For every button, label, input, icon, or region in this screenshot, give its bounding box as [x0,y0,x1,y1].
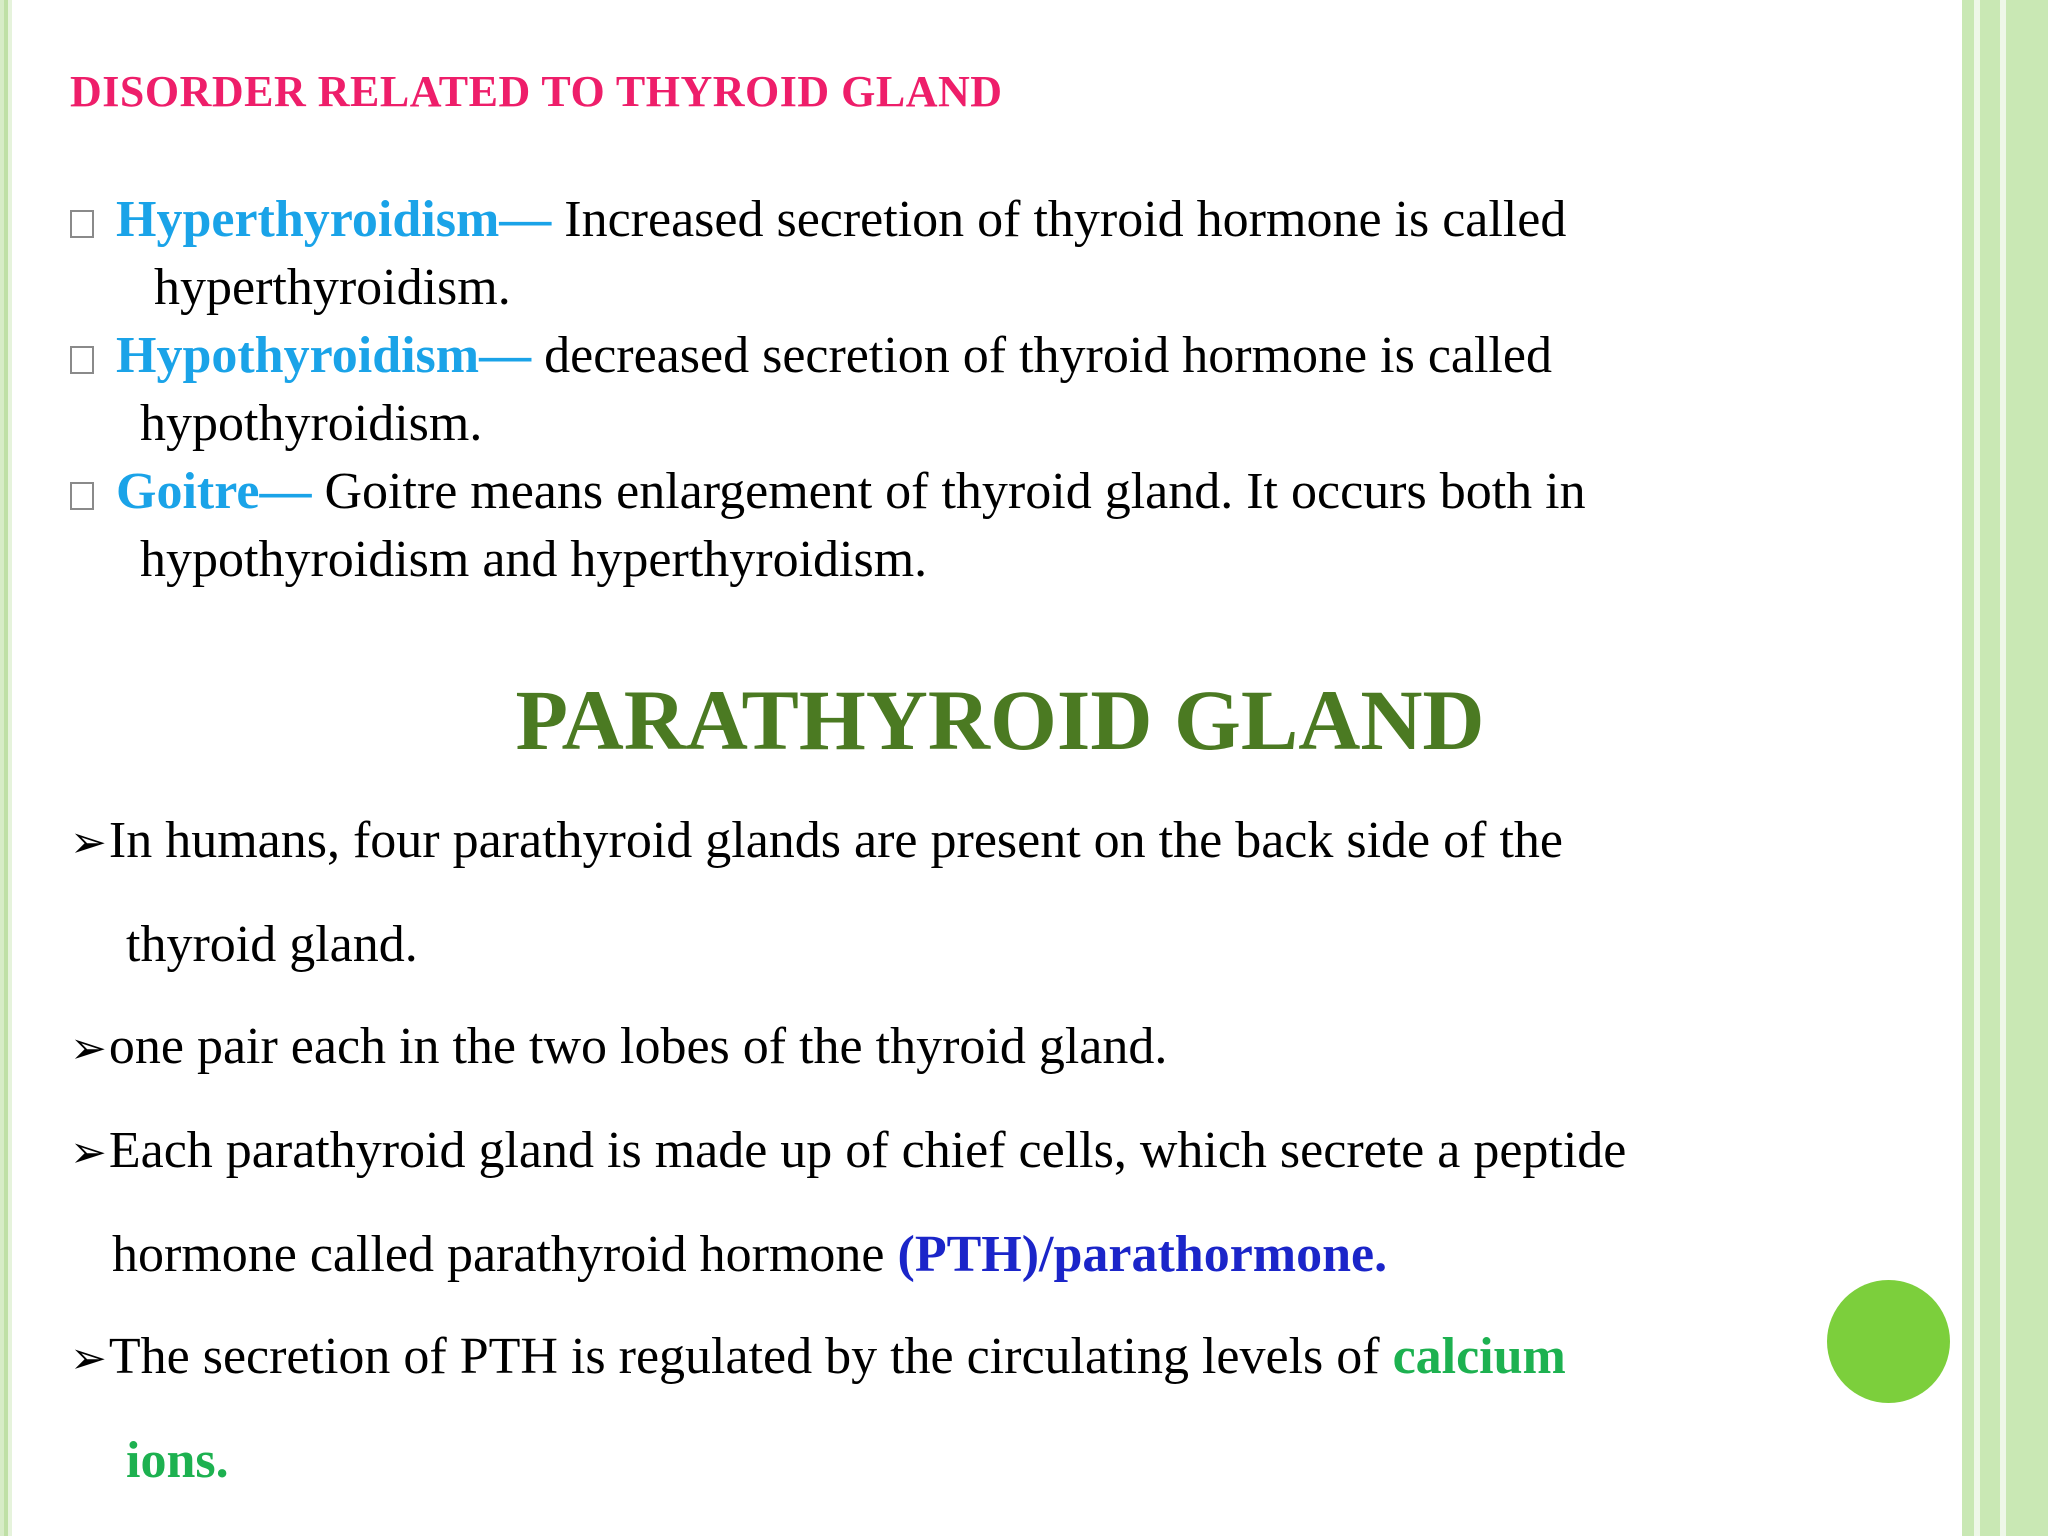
list-item: ➢one pair each in the two lobes of the thyroid gland. [70,1018,1168,1075]
definition-text: Goitre means enlargement of thyroid gland. It occurs both in [311,463,1586,520]
checkbox-icon [70,482,94,510]
list-item-continuation [70,1410,1870,1512]
right-border-stripe [2006,0,2048,1536]
list-item-hypothyroidism [70,322,1920,458]
checkbox-icon [70,210,94,238]
checkbox-icon [70,346,94,374]
list-item: ➢In humans, four parathyroid glands are present on the back side of the [70,812,1563,869]
pth-highlight: (PTH)/parathormone. [897,1226,1388,1283]
list-item-continuation: thyroid gland. [126,916,418,973]
definition-text: Increased secretion of thyroid hormone is called [551,191,1567,248]
section-title: PARATHYROID GLAND [515,672,1485,768]
list-item: ➢The secretion of PTH is regulated by the circulating levels of calcium [70,1328,1566,1385]
arrow-bullet-icon: ➢ [70,818,107,867]
term-label: Hyperthyroidism— [116,191,552,248]
definition-text: decreased secretion of thyroid hormone is called [531,327,1552,384]
list-item-continuation: hormone called parathyroid hormone (PTH)/parathormone. [112,1226,1388,1283]
term-label: Goitre— [116,463,312,520]
disorder-list [70,186,1920,594]
page-title: DISORDER RELATED TO THYROID GLAND [70,67,1003,116]
list-item: ➢Each parathyroid gland is made up of chief cells, which secrete a peptide [70,1122,1627,1179]
list-item-hyperthyroidism [70,186,1920,322]
arrow-bullet-icon: ➢ [70,1024,107,1073]
arrow-bullet-icon: ➢ [70,1334,107,1383]
arrow-bullet-icon: ➢ [70,1128,107,1177]
parathyroid-points [70,790,1870,1512]
list-item-goitre [70,458,1920,594]
calcium-highlight: calcium [1392,1328,1566,1385]
definition-continuation: hyperthyroidism. [154,259,511,316]
definition-continuation: hypothyroidism. [140,395,483,452]
ions-highlight: ions. [126,1432,229,1489]
term-label: Hypothyroidism— [116,327,532,384]
definition-continuation: hypothyroidism and hyperthyroidism. [140,531,928,588]
